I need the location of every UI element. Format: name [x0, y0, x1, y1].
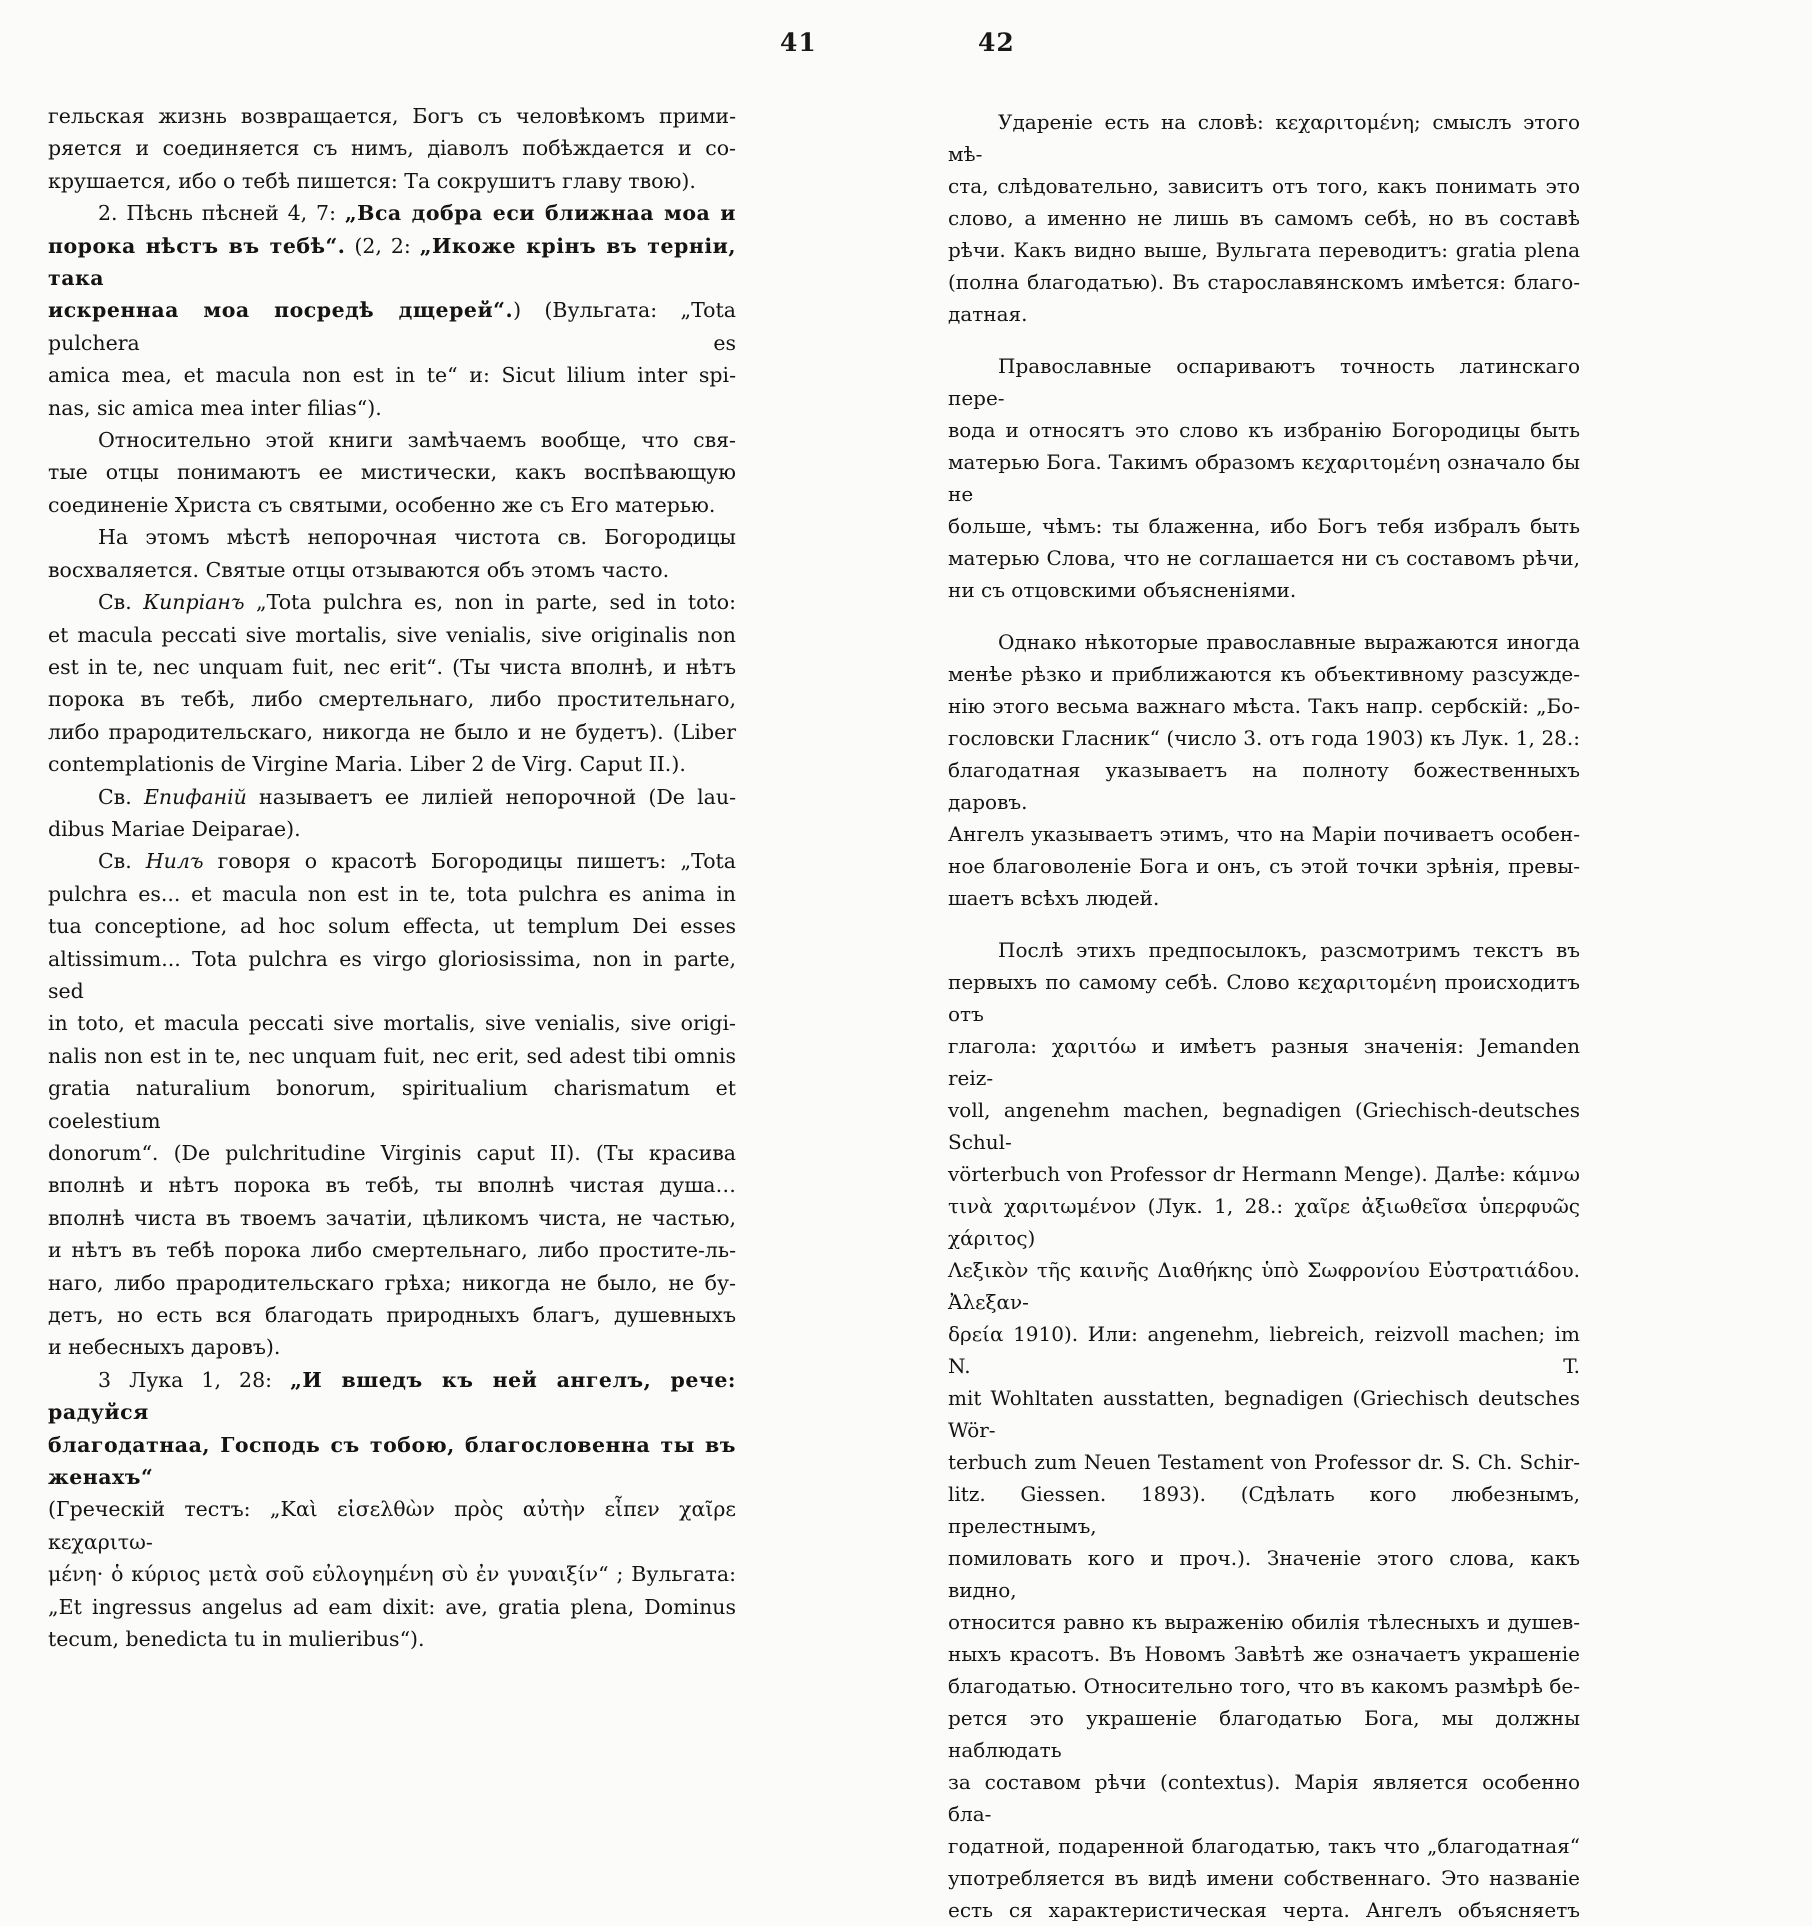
- text-line: [948, 1830, 1580, 1862]
- text-run: детъ, но есть вся благодать природныхъ благъ, душевныхъ: [48, 1303, 736, 1328]
- church-slavonic-run: благодатнаа, Господь съ тобою, благословенна ты въ женахъ“: [48, 1432, 736, 1490]
- paragraph: [48, 586, 736, 780]
- paragraph: [948, 626, 1580, 914]
- text-line: [48, 1202, 736, 1234]
- text-line: [48, 1493, 736, 1558]
- text-line: [48, 813, 736, 845]
- text-line: [48, 230, 736, 295]
- greek-run: μένη· ὁ κύριος μετὰ σοῦ εὐλογημένη σὺ ἐν γυναιξίν: [48, 1562, 599, 1587]
- paragraph: [48, 197, 736, 424]
- text-line: [48, 456, 736, 488]
- text-run: вполнѣ и нѣтъ порока въ тебѣ, ты вполнѣ чистая душа…: [48, 1173, 736, 1198]
- text-run: употребляется въ видѣ имени собственнаго. Это названіе: [948, 1866, 1580, 1890]
- text-run: вполнѣ чиста въ твоемъ зачатіи, цѣликомъ чиста, не частью,: [48, 1205, 736, 1230]
- text-line: [948, 1094, 1580, 1158]
- italic-name-run: Кипріанъ: [143, 590, 245, 615]
- text-line: [948, 818, 1580, 850]
- text-run: mit Wohltaten ausstatten, begnadigen (Griechisch deutsches Wör-: [948, 1386, 1580, 1442]
- text-run: восхваляется. Святые отцы отзываются объ этомъ часто.: [48, 557, 670, 582]
- text-run: рѣчи. Какъ видно выше, Вульгата переводитъ: gratia plena: [948, 238, 1580, 262]
- text-line: [48, 1364, 736, 1429]
- text-line: [948, 542, 1580, 574]
- text-run: ): [1027, 1226, 1036, 1250]
- church-slavonic-run: порока нѣстъ въ тебѣ“.: [48, 233, 346, 258]
- paragraph: [48, 100, 736, 197]
- text-line: [48, 1558, 736, 1590]
- text-line: [948, 1318, 1580, 1382]
- text-line: [948, 690, 1580, 722]
- text-run: ста, слѣдовательно, зависитъ отъ того, какъ понимать это: [948, 174, 1580, 198]
- text-line: [948, 446, 1580, 510]
- text-run: говоря о красотѣ Богородицы пишетъ: „Tota: [203, 849, 736, 874]
- text-line: [48, 1169, 736, 1201]
- text-run: Св.: [98, 590, 144, 615]
- text-line: [948, 1382, 1580, 1446]
- church-slavonic-run: искреннаа моа посредѣ дщерей“.: [48, 298, 514, 323]
- text-run: “ ; Вульгата:: [598, 1562, 736, 1587]
- text-run: и нѣтъ въ тебѣ порока либо смертельнаго, либо простите-ль-: [48, 1238, 736, 1263]
- text-line: [948, 1542, 1580, 1606]
- text-run: происходитъ отъ: [948, 970, 1580, 1026]
- text-line: [948, 1158, 1580, 1190]
- paragraph: [948, 934, 1580, 1926]
- text-line: [48, 294, 736, 359]
- text-line: [48, 1331, 736, 1363]
- paragraph: [48, 521, 736, 586]
- text-line: [948, 1702, 1580, 1766]
- text-line: [48, 424, 736, 456]
- text-run: Однако нѣкоторые православные выражаются иногда: [998, 630, 1580, 654]
- text-line: [48, 910, 736, 942]
- paragraph: [948, 106, 1580, 330]
- text-run: contemplationis de Virgine Maria. Liber 2 de Virg. Caput II.).: [48, 752, 686, 777]
- text-line: [48, 1040, 736, 1072]
- greek-run: κεχαριτομένη: [1301, 450, 1441, 474]
- page-left-text-block: [48, 100, 736, 1656]
- text-run: Св.: [98, 784, 144, 809]
- text-line: [48, 586, 736, 618]
- text-run: ) (Вульгата: „Tota pulchera es: [48, 298, 736, 355]
- text-run: вода и относятъ это слово къ избранію Богородицы быть: [948, 418, 1580, 442]
- paragraph: [48, 781, 736, 846]
- greek-run: δρεία 1910).: [948, 1322, 1079, 1346]
- text-line: [48, 716, 736, 748]
- greek-run: χαριτόω: [1051, 1034, 1137, 1058]
- text-run: litz. Giessen. 1893). (Сдѣлать кого любезнымъ, прелестнымъ,: [948, 1482, 1580, 1538]
- text-run: благодатная указываетъ на полноту божественныхъ даровъ.: [948, 758, 1580, 814]
- text-line: [48, 521, 736, 553]
- text-run: больше, чѣмъ: ты блаженна, ибо Богъ тебя избралъ быть: [948, 514, 1580, 538]
- text-run: есть ся характеристическая черта. Ангелъ объясняетъ: [948, 1898, 1580, 1922]
- text-run: рется это украшеніе благодатью Бога, мы должны наблюдать: [948, 1706, 1580, 1762]
- text-line: [948, 1606, 1580, 1638]
- text-line: [48, 100, 736, 132]
- text-run: означало бы не: [948, 450, 1580, 506]
- text-run: tecum, benedicta tu in mulieribus“).: [48, 1627, 425, 1652]
- text-run: Послѣ этихъ предпосылокъ, разсмотримъ текстъ въ: [998, 938, 1580, 962]
- text-run: первыхъ по самому себѣ. Слово: [948, 970, 1298, 994]
- text-line: [948, 202, 1580, 234]
- text-run: altissimum... Tota pulchra es virgo gloriosissima, non in parte, sed: [48, 946, 736, 1003]
- text-run: (2, 2:: [345, 233, 420, 258]
- text-line: [948, 266, 1580, 298]
- text-run: и небесныхъ даровъ).: [48, 1335, 281, 1360]
- text-line: [948, 722, 1580, 754]
- text-run: Или: angenehm, liebreich, reizvoll machen; im N. T.: [948, 1322, 1580, 1378]
- text-run: На этомъ мѣстѣ непорочная чистота св. Богородицы: [98, 525, 736, 550]
- text-run: гословски Гласник“ (число 3. отъ года 1903) къ Лук. 1, 28.:: [948, 726, 1580, 750]
- text-run: Относительно этой книги замѣчаемъ вообще, что свя-: [98, 428, 736, 453]
- greek-run: κεχαριτομένη: [1297, 970, 1437, 994]
- text-line: [948, 574, 1580, 606]
- text-line: [48, 1299, 736, 1331]
- text-run: ряется и соединяется съ нимъ, діаволъ побѣждается и со-: [48, 136, 736, 161]
- text-line: [48, 845, 736, 877]
- text-run: менѣе рѣзко и приближаются къ объективному разсужде-: [948, 662, 1580, 686]
- text-run: наго, либо прародительскаго грѣха; никогда не было, не бу-: [48, 1270, 736, 1295]
- text-run: Св.: [98, 849, 146, 874]
- greek-run: κεχαριτομένη: [1275, 110, 1415, 134]
- text-run: in toto, et macula peccati sive mortalis, sive venialis, sive origi-: [48, 1011, 736, 1036]
- text-line: [48, 132, 736, 164]
- text-run: шаетъ всѣхъ людей.: [948, 886, 1160, 910]
- text-run: 3 Лука 1, 28:: [98, 1367, 291, 1392]
- text-line: [948, 1638, 1580, 1670]
- text-line: [948, 850, 1580, 882]
- text-run: donorum“. (De pulchritudine Virginis caput II). (Ты красива: [48, 1141, 736, 1165]
- page-number-right: 42: [978, 28, 1015, 57]
- page-right-text-block: [948, 106, 1580, 1926]
- text-line: [48, 1591, 736, 1623]
- text-line: [48, 619, 736, 651]
- text-line: [948, 350, 1580, 414]
- text-line: [48, 489, 736, 521]
- text-run: гельская жизнь возвращается, Богъ съ человѣкомъ прими-: [48, 104, 736, 128]
- text-run: и имѣетъ разныя значенія: Jemanden reiz-: [948, 1034, 1580, 1090]
- text-line: [48, 683, 736, 715]
- text-run: тые отцы понимаютъ ее мистически, какъ воспѣвающую: [48, 460, 736, 485]
- church-slavonic-run: „Вса добра еси ближнаа моа и: [344, 201, 736, 226]
- text-line: [948, 1894, 1580, 1926]
- text-line: [948, 754, 1580, 818]
- text-run: Ангелъ указываетъ этимъ, что на Маріи почиваетъ особен-: [948, 822, 1580, 846]
- text-run: нію этого весьма важнаго мѣста. Такъ напр. сербскій: „Бо-: [948, 694, 1580, 718]
- text-run: матерью Слова, что не соглашается ни съ составомъ рѣчи,: [948, 546, 1580, 570]
- text-run: слово, а именно не лишь въ самомъ себѣ, но въ составѣ: [948, 206, 1580, 230]
- text-run: pulchra es... et macula non est in te, tota pulchra es anima in: [48, 881, 736, 906]
- text-run: ныхъ красотъ. Въ Новомъ Завѣтѣ же означаетъ украшеніе: [948, 1642, 1580, 1666]
- text-line: [48, 1267, 736, 1299]
- text-line: [948, 414, 1580, 446]
- text-run: Православные оспариваютъ точность латинскаго пере-: [948, 354, 1580, 410]
- text-run: terbuch zum Neuen Testament von Professor dr. S. Ch. Schir-: [948, 1450, 1580, 1474]
- text-run: vörterbuch von Professor dr Hermann Menge). Далѣе:: [948, 1162, 1513, 1186]
- paragraph: [48, 845, 736, 1364]
- text-line: [48, 1234, 736, 1266]
- text-line: [948, 882, 1580, 914]
- greek-run: τινὰ χαριτωμένον: [948, 1194, 1137, 1218]
- text-line: [948, 1030, 1580, 1094]
- text-line: [948, 234, 1580, 266]
- paragraph: [48, 424, 736, 521]
- text-line: [948, 170, 1580, 202]
- text-line: [948, 1670, 1580, 1702]
- text-line: [948, 106, 1580, 170]
- text-line: [48, 1623, 736, 1655]
- text-run: et macula peccati sive mortalis, sive venialis, sive originalis non: [48, 622, 736, 647]
- text-run: глагола:: [948, 1034, 1052, 1058]
- text-line: [48, 943, 736, 1008]
- text-run: крушается, ибо о тебѣ пишется: Та сокрушитъ главу твою).: [48, 168, 696, 193]
- text-run: годатной, подаренной благодатью, такъ что „благодатная“: [948, 1834, 1580, 1858]
- page-number-left: 41: [780, 28, 817, 57]
- text-run: относится равно къ выраженію обилія тѣлесныхъ и душев-: [948, 1610, 1580, 1634]
- text-run: „Et ingressus angelus ad eam dixit: ave, gratia plena, Dominus: [48, 1594, 736, 1619]
- text-line: [948, 626, 1580, 658]
- text-line: [948, 658, 1580, 690]
- text-line: [948, 966, 1580, 1030]
- text-line: [948, 1478, 1580, 1542]
- text-line: [948, 510, 1580, 542]
- text-run: за составом рѣчи (contextus). Марія является особенно бла-: [948, 1770, 1580, 1826]
- text-run: помиловать кого и проч.). Значеніе этого слова, какъ видно,: [948, 1546, 1580, 1602]
- italic-name-run: Епифаній: [143, 784, 247, 809]
- text-run: ное благоволеніе Бога и онъ, съ этой точки зрѣнія, превы-: [948, 854, 1580, 878]
- text-run: датная.: [948, 302, 1028, 326]
- text-run: est in te, nec unquam fuit, nec erit“. (Ты чиста вполнѣ, и нѣтъ: [48, 654, 736, 679]
- text-run: tua conceptione, ad hoc solum effecta, ut templum Dei esses: [48, 914, 736, 939]
- italic-name-run: Нилъ: [145, 849, 204, 874]
- text-run: 2. Пѣснь пѣсней 4, 7:: [98, 201, 345, 226]
- text-run: ни съ отцовскими объясненіями.: [948, 578, 1297, 602]
- text-line: [48, 554, 736, 586]
- text-run: „Tota pulchra es, non in parte, sed in toto:: [244, 590, 737, 615]
- text-line: [48, 165, 736, 197]
- text-line: [948, 1862, 1580, 1894]
- text-run: ; смыслъ этого мѣ-: [948, 110, 1580, 166]
- text-line: [48, 1072, 736, 1137]
- text-run: называетъ ее лиліей непорочной (De lau-: [246, 784, 737, 809]
- text-run: благодатью. Относительно того, что въ какомъ размѣрѣ бе-: [948, 1674, 1580, 1698]
- paragraph: [48, 1364, 736, 1656]
- text-run: voll, angenehm machen, begnadigen (Griechisch-deutsches Schul-: [948, 1098, 1580, 1154]
- text-line: [948, 1766, 1580, 1830]
- text-run: amica mea, et macula non est in te“ и: Sicut lilium inter spi-: [48, 363, 736, 388]
- text-line: [48, 781, 736, 813]
- text-line: [948, 1254, 1580, 1318]
- text-line: [48, 878, 736, 910]
- text-line: [48, 392, 736, 424]
- text-line: [48, 197, 736, 229]
- text-line: [48, 1137, 736, 1169]
- text-line: [48, 359, 736, 391]
- text-run: gratia naturalium bonorum, spiritualium charismatum et coelestium: [48, 1076, 736, 1133]
- text-line: [48, 651, 736, 683]
- text-line: [948, 1190, 1580, 1254]
- text-line: [48, 1429, 736, 1494]
- text-run: порока въ тебѣ, либо смертельнаго, либо простительнаго,: [48, 687, 736, 712]
- text-line: [948, 934, 1580, 966]
- greek-run: κάμνω: [1512, 1162, 1580, 1186]
- text-line: [948, 298, 1580, 330]
- text-run: nas, sic amica mea inter filias“).: [48, 395, 382, 420]
- text-run: (полна благодатью). Въ старославянскомъ имѣется: благо-: [948, 270, 1580, 294]
- greek-run: Καὶ εἰσελθὼν πρὸς αὐτὴν εἶπεν χαῖρε κεχαριτω-: [48, 1497, 736, 1554]
- text-line: [948, 1446, 1580, 1478]
- text-run: соединеніе Христа съ святыми, особенно же съ Его матерью.: [48, 492, 716, 517]
- text-line: [48, 1007, 736, 1039]
- text-run: Удареніе есть на словѣ:: [998, 110, 1276, 134]
- church-slavonic-run: „Икоже крінъ въ терніи, така: [48, 233, 737, 291]
- text-run: nalis non est in te, nec unquam fuit, nec erit, sed adest tibi omnis: [48, 1043, 736, 1068]
- church-slavonic-run: „И вшедъ къ ней ангелъ, рече: радуйся: [48, 1367, 736, 1425]
- text-run: либо прародительскаго, никогда не было и не будетъ). (Liber: [48, 719, 736, 744]
- text-run: (Лук. 1, 28.:: [1136, 1194, 1295, 1218]
- text-run: матерью Бога. Такимъ образомъ: [948, 450, 1302, 474]
- greek-run: χαῖρε ἀξιωθεῖσα ὑπερφυῶς χάριτος: [948, 1194, 1580, 1250]
- text-run: (Греческій тестъ: „: [48, 1497, 281, 1522]
- greek-run: Λεξικὸν τῆς καινῆς Διαθήκης ὑπὸ Σωφρονίου Εὐστρατιάδου. Ἀλεξαν-: [948, 1258, 1580, 1314]
- text-run: dibus Mariae Deiparae).: [48, 816, 301, 841]
- paragraph: [948, 350, 1580, 606]
- text-line: [48, 748, 736, 780]
